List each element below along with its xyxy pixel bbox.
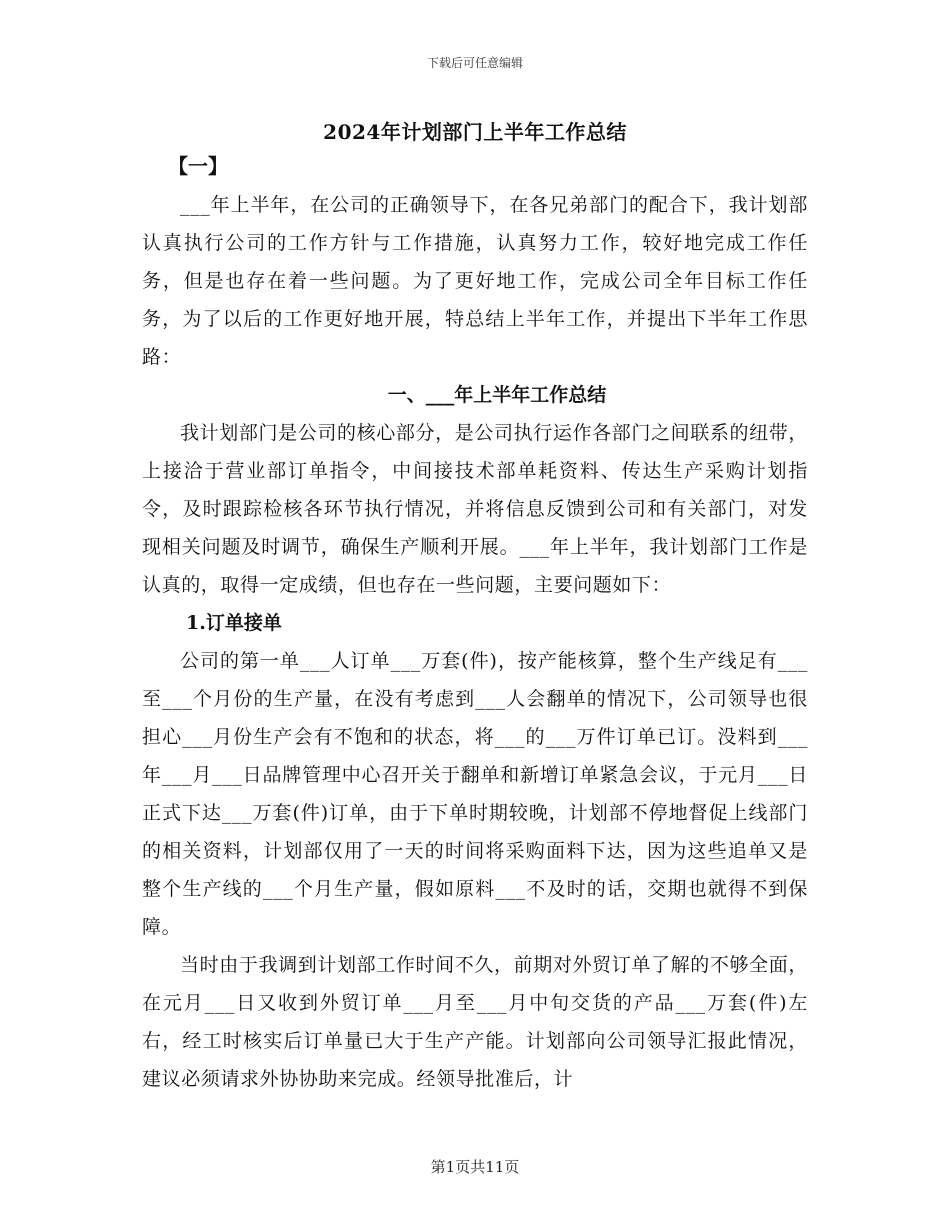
section-mark: 【一】 [168,154,228,178]
header-note: 下载后可任意编辑 [426,56,523,70]
intro-paragraph: ___年上半年，在公司的正确领导下，在各兄弟部门的配合下，我计划部认真执行公司的工作方针与工作措施，认真努力工作，较好地完成工作任务，但是也存在着一些问题。为了更好地工作，完成公司全年目标工作任务，为了以后的工作更好地开展，特总结上半年工作，并提出下半年工作思路： [142,194,808,368]
body-paragraph-2: 我计划部门是公司的核心部分，是公司执行运作各部门之间联系的纽带，上接洽于营业部订单指令，中间接技术部单耗资料、传达生产采购计划指令，及时跟踪检核各环节执行情况，并将信息反馈到公司和有关部门，对发现相关问题及时调节，确保生产顺利开展。___年上半年，我计划部门工作是认真的，取得一定成绩，但也存在一些问题，主要问题如下： [142,422,808,596]
document-body [142,186,808,1098]
section-heading: 一、___年上半年工作总结 [387,384,607,406]
page-footer: 第1页共11页 [430,1158,520,1176]
body-paragraph-3: 公司的第一单___人订单___万套(件)，按产能核算，整个生产线足有___至___个月份的生产量，在没有考虑到___人会翻单的情况下，公司领导也很担心___月份生产会有不饱和的状态，将___的___万件订单已订。没料到___年___月___日品牌管理中心召开关于翻单和新增订单紧急会议，于元月___日正式下达___万套(件)订单，由于下单时期较晚，计划部不停地督促上线部门的相关资料，计划部仅用了一天的时间将采购面料下达，因为这些追单又是整个生产线的___个月生产量，假如原料___不及时的话，交期也就得不到保障。 [142,650,808,938]
subsection-heading: 1.订单接单 [186,612,282,634]
body-paragraph-4: 当时由于我调到计划部工作时间不久，前期对外贸订单了解的不够全面，在元月___日又收到外贸订单___月至___月中旬交货的产品___万套(件)左右，经工时核实后订单量已大于生产产能。计划部向公司领导汇报此情况，建议必须请求外协协助来完成。经领导批准后，计 [142,954,808,1090]
document-title: 2024年计划部门上半年工作总结 [323,120,627,144]
